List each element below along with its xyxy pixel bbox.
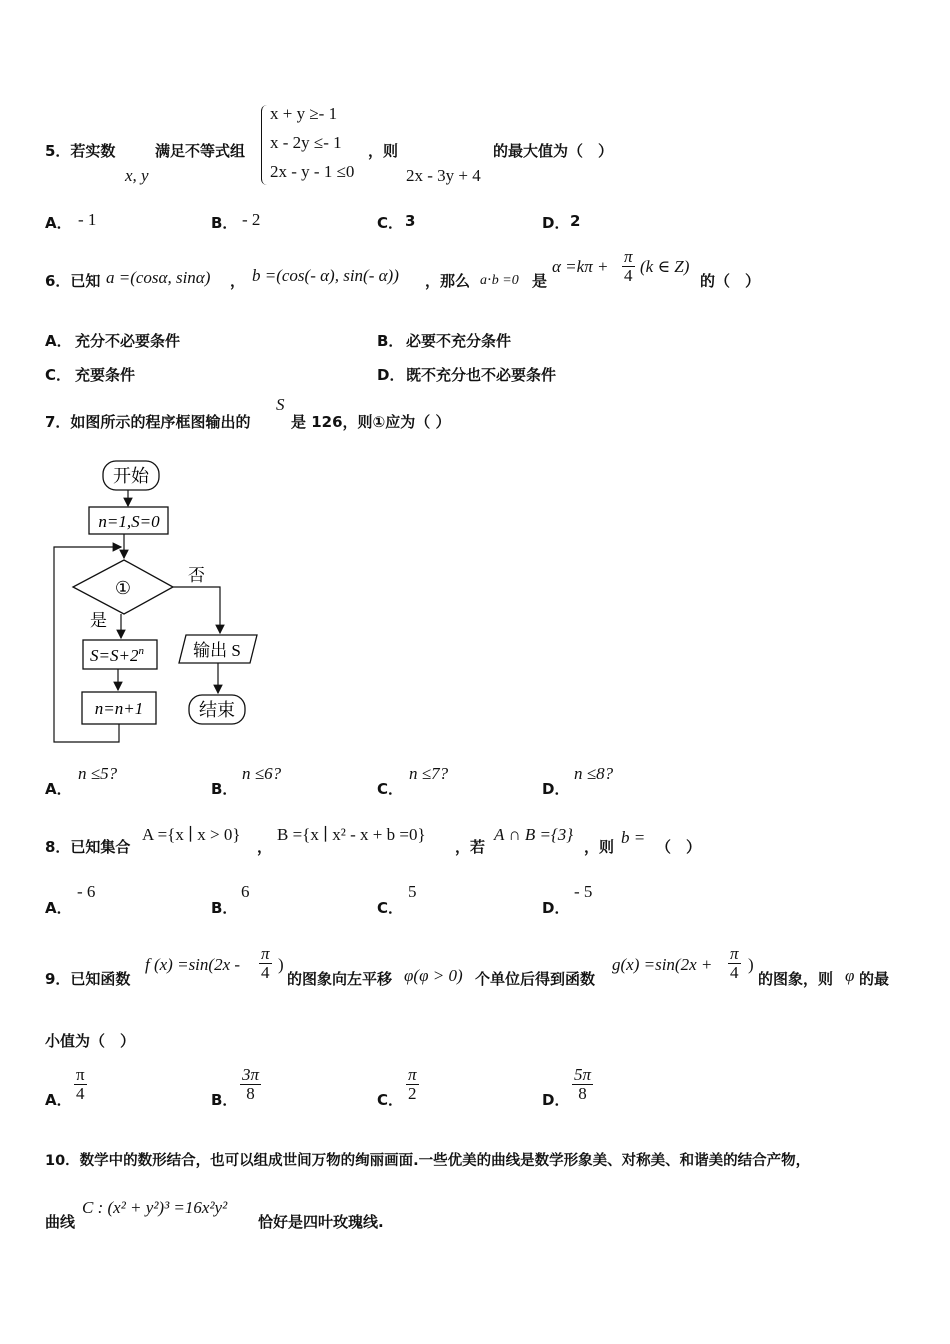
q8-option-d: - 5 xyxy=(574,882,593,901)
q5-then: ，则 xyxy=(368,142,399,160)
q5-ineq-2: x - 2y ≤- 1 xyxy=(270,133,342,152)
q7-option-d: n ≤8? xyxy=(574,764,614,783)
q5-mid: 满足不等式组 xyxy=(155,142,246,160)
flow-assign-label: $S=S+2^n$ xyxy=(90,645,144,665)
q6-option-c-letter: C． xyxy=(45,366,72,384)
q5-option-d-letter: D． xyxy=(542,214,570,232)
flow-incr-label: n=n+1 xyxy=(94,699,144,718)
q6-vec-a: a =(cosα, sinα) xyxy=(106,268,211,287)
q9-option-c-letter: C． xyxy=(377,1091,404,1109)
q8-tail: （ ） xyxy=(656,838,702,856)
q6-cond-num: π xyxy=(624,247,633,266)
flow-init-label: n=1,S=0 xyxy=(98,512,160,531)
q5-tail: 的最大值为（ ） xyxy=(493,142,614,160)
q6-comma: ， xyxy=(230,272,246,290)
flow-start-label: 开始 xyxy=(113,466,149,486)
q6-cond-pre: α =kπ + xyxy=(552,257,609,276)
flow-yes-label: 是 xyxy=(90,611,107,630)
q5-option-c-letter: C． xyxy=(377,214,404,232)
q9-line2: 小值为（ ） xyxy=(45,1032,136,1050)
q8-then: ，则 xyxy=(584,838,615,856)
q9-lead: 9．已知函数 xyxy=(45,970,131,988)
q6-option-d: 既不充分也不必要条件 xyxy=(406,366,557,384)
q6-vec-b: b =(cos(- α), sin(- α)) xyxy=(252,266,399,285)
q9-option-d-letter: D． xyxy=(542,1091,570,1109)
q9-phi: φ(φ > 0) xyxy=(404,966,463,985)
q5-option-b: - 2 xyxy=(242,210,261,229)
q6-is: 是 xyxy=(532,272,548,290)
flow-no-label: 否 xyxy=(188,566,205,585)
q8-lead: 8．已知集合 xyxy=(45,838,131,856)
q9-g-num: π xyxy=(730,944,739,963)
q8-option-a: - 6 xyxy=(77,882,96,901)
q9-option-a-letter: A． xyxy=(45,1091,72,1109)
q5-option-c: 3 xyxy=(405,212,416,230)
q5-option-b-letter: B． xyxy=(211,214,238,232)
q9-option-b-letter: B． xyxy=(211,1091,238,1109)
q8-option-d-letter: D． xyxy=(542,899,570,917)
q9-f-pre: f (x) =sin(2x - xyxy=(145,955,241,974)
q9-mid2: 个单位后得到函数 xyxy=(475,970,596,988)
q6-option-b: 必要不充分条件 xyxy=(406,332,512,350)
q9-option-d-frac: $\frac{5\pi}{8}$ xyxy=(574,1065,592,1103)
q9-mid1: 的图象向左平移 xyxy=(287,970,393,988)
q7-option-c: n ≤7? xyxy=(409,764,449,783)
q9-option-b-frac: $\frac{3\pi}{8}$ xyxy=(242,1065,260,1103)
q7-lead: 7．如图所示的程序框图输出的 xyxy=(45,413,251,431)
q9-f-den: 4 xyxy=(261,962,270,982)
q6-option-d-letter: D． xyxy=(377,366,405,384)
q5-ineq-3: 2x - y - 1 ≤0 xyxy=(270,162,355,181)
q8-if: ，若 xyxy=(455,838,486,856)
q8-intersection: A ∩ B ={3} xyxy=(494,825,574,844)
q7-tail: 是 126，则①应为（ ） xyxy=(291,413,451,431)
q9-f-post: ) xyxy=(278,955,284,974)
q6-cond-den: 4 xyxy=(624,265,633,285)
q7-option-b: n ≤6? xyxy=(242,764,282,783)
flow-decision-label: ① xyxy=(114,578,132,598)
q6-option-b-letter: B． xyxy=(377,332,404,350)
q9-g-pre: g(x) =sin(2x + xyxy=(612,955,713,974)
q10-curve: C : (x² + y²)³ =16x²y² xyxy=(82,1198,228,1217)
q9-tail: 的最 xyxy=(859,970,890,988)
flow-output-label: 输出 S xyxy=(193,641,241,660)
q9-phi2: φ xyxy=(845,966,855,985)
q5-lead: 5．若实数 xyxy=(45,142,116,160)
q5-option-a-letter: A． xyxy=(45,214,72,232)
flow-end-label: 结束 xyxy=(199,700,235,720)
q7-option-a: n ≤5? xyxy=(78,764,118,783)
q9-f-frac xyxy=(259,945,272,982)
q7-option-c-letter: C． xyxy=(377,780,404,798)
q5-brace xyxy=(261,105,268,185)
q5-option-d: 2 xyxy=(570,212,581,230)
q9-g-post: ) xyxy=(748,955,754,974)
q8-option-c: 5 xyxy=(408,882,417,901)
q9-f-num: π xyxy=(261,944,270,963)
q7-s: S xyxy=(276,395,285,414)
q7-option-d-letter: D． xyxy=(542,780,570,798)
q10-line1: 10．数学中的数形结合，也可以组成世间万物的绚丽画面.一些优美的曲线是数学形象美、对称美、和谐美的结合产物， xyxy=(45,1153,811,1169)
q5-option-a: - 1 xyxy=(78,210,97,229)
q8-option-c-letter: C． xyxy=(377,899,404,917)
q10-tail2: 恰好是四叶玫瑰线. xyxy=(258,1213,384,1231)
q5-expr: 2x - 3y + 4 xyxy=(406,166,481,185)
q8-comma: ， xyxy=(257,838,273,856)
q9-mid3: 的图象，则 xyxy=(758,970,834,988)
q7-flowchart xyxy=(40,450,300,755)
q5-vars: x, y xyxy=(125,166,149,185)
q5-ineq-1: x + y ≥- 1 xyxy=(270,104,338,123)
q6-cond-frac xyxy=(622,248,635,285)
q8-set-b: B ={x ∣ x² - x + b =0} xyxy=(277,825,426,844)
q7-option-b-letter: B． xyxy=(211,780,238,798)
q6-then: ，那么 xyxy=(425,272,471,290)
q9-g-den: 4 xyxy=(730,962,739,982)
q6-option-a-letter: A． xyxy=(45,332,72,350)
q6-cond-post: (k ∈ Z) xyxy=(640,257,690,276)
q9-option-a-frac: $\frac{\pi}{4}$ xyxy=(76,1065,85,1103)
q8-option-b: 6 xyxy=(241,882,250,901)
q6-option-a: 充分不必要条件 xyxy=(75,332,181,350)
q10-lead2: 曲线 xyxy=(45,1213,76,1231)
q8-option-a-letter: A． xyxy=(45,899,72,917)
q6-tail: 的（ ） xyxy=(700,272,761,290)
q8-set-a: A ={x ∣ x > 0} xyxy=(142,825,241,844)
q7-option-a-letter: A． xyxy=(45,780,72,798)
flow-arrow xyxy=(173,587,220,633)
q6-dot: a⋅b =0 xyxy=(480,273,519,288)
q9-g-frac xyxy=(728,945,741,982)
q6-option-c: 充要条件 xyxy=(75,366,136,384)
q9-option-c-frac: $\frac{\pi}{2}$ xyxy=(408,1065,417,1103)
q6-lead: 6．已知 xyxy=(45,272,101,290)
q8-option-b-letter: B． xyxy=(211,899,238,917)
q8-b: b = xyxy=(621,828,646,847)
